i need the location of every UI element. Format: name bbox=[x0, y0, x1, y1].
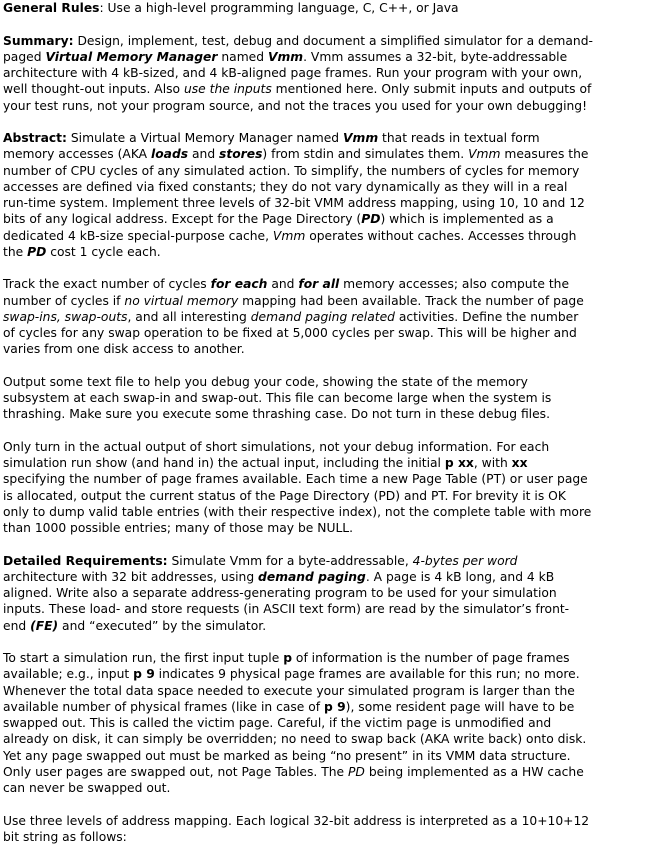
plain-text: can never be swapped out. bbox=[3, 781, 171, 795]
text-line bbox=[3, 390, 649, 406]
text-line bbox=[3, 341, 649, 357]
plain-text: the bbox=[3, 244, 28, 259]
paragraph-gap bbox=[3, 796, 649, 812]
text-line bbox=[3, 163, 649, 179]
paragraph-debug-output bbox=[3, 374, 649, 423]
paragraph-general-rules bbox=[3, 0, 649, 16]
text-line bbox=[3, 504, 649, 520]
plain-text: Simulate Vmm for a byte-addressable, bbox=[167, 553, 413, 568]
plain-text: Use three levels of address mapping. Each logical 32-bit address is interpreted as a 10+10+12 bbox=[3, 813, 590, 828]
plain-text: your test runs, not your program source, and not the traces you used for your own debugging! bbox=[3, 98, 588, 113]
plain-text: is allocated, output the current status of the Page Directory (PD) and PT. For brevity it is OK bbox=[3, 488, 566, 503]
plain-text: Only user pages are swapped out, not Page Tables. The bbox=[3, 764, 349, 779]
plain-text: specifying the number of page frames available. Each time a new Page Table (PT) or user page bbox=[3, 472, 588, 487]
plain-text: aligned. Write also a separate address-generating program to be used for your simulation bbox=[3, 586, 557, 600]
bold-italic-wrapper bbox=[27, 245, 46, 259]
plain-text: ) which is implemented as a bbox=[380, 212, 554, 227]
bold-text: p xx bbox=[444, 456, 474, 470]
text-line bbox=[3, 406, 649, 422]
plain-text: number of cycles if bbox=[3, 293, 125, 308]
plain-text: named bbox=[217, 49, 268, 64]
plain-text: memory accesses; also compute the bbox=[339, 277, 570, 292]
text-line bbox=[3, 601, 649, 617]
paragraph-gap bbox=[3, 536, 649, 552]
plain-text: and “executed” by the simulator. bbox=[58, 618, 267, 633]
text-line bbox=[3, 195, 649, 211]
plain-text: ) from stdin and simulates them. bbox=[262, 147, 469, 162]
text-line bbox=[3, 829, 649, 845]
plain-text: being implemented as a HW cache bbox=[364, 764, 584, 779]
bold-italic-wrapper bbox=[45, 50, 217, 64]
text-line bbox=[3, 130, 649, 146]
plain-text: number of CPU cycles of any simulated action. To simplify, the numbers of cycles for memory bbox=[3, 163, 580, 178]
text-line bbox=[3, 748, 649, 764]
bold-italic-text: PD bbox=[27, 244, 47, 259]
plain-text: thrashing. Make sure you execute some thrashing case. Do not turn in these debug files. bbox=[3, 407, 550, 422]
plain-text: architecture with 4 kB-sized, and 4 kB-aligned page frames. Run your program with your own, bbox=[3, 66, 583, 80]
plain-text: indicates 9 physical page frames are available for this run; no more. bbox=[154, 667, 580, 682]
plain-text: architecture with 32 bit addresses, using bbox=[3, 569, 259, 584]
plain-text: Track the exact number of cycles bbox=[3, 277, 211, 292]
plain-text: and bbox=[267, 277, 299, 292]
plain-text: memory accesses (AKA bbox=[3, 147, 151, 162]
plain-text: dedicated 4 kB-size special-purpose cache, bbox=[3, 228, 273, 243]
text-line bbox=[3, 146, 649, 162]
plain-text: end bbox=[3, 618, 31, 633]
plain-text: Output some text file to help you debug your code, showing the state of the memory bbox=[3, 374, 528, 389]
paragraph-address-mapping bbox=[3, 813, 649, 845]
bold-text: p bbox=[283, 651, 293, 665]
plain-text: available number of physical frames (like in case of bbox=[3, 699, 325, 714]
bold-italic-wrapper bbox=[298, 277, 339, 291]
text-line bbox=[3, 33, 649, 49]
italic-text: 4-bytes per word bbox=[412, 553, 518, 568]
plain-text: varies from one disk access to another. bbox=[3, 342, 245, 357]
bold-italic-text: loads bbox=[150, 147, 189, 162]
bold-italic-text: for all bbox=[298, 277, 340, 292]
plain-text: simulation run show (and hand in) the actual input, including the initial bbox=[3, 456, 445, 470]
plain-text: Design, implement, test, debug and document a simplified simulator for a demand- bbox=[73, 33, 593, 48]
text-line bbox=[3, 244, 649, 260]
text-line bbox=[3, 715, 649, 731]
text-line bbox=[3, 49, 649, 65]
text-line bbox=[3, 699, 649, 715]
paragraph-gap bbox=[3, 16, 649, 32]
bold-text: p 9 bbox=[324, 699, 346, 714]
paragraph-gap bbox=[3, 634, 649, 650]
text-line bbox=[3, 813, 649, 829]
bold-italic-text: for each bbox=[210, 277, 268, 292]
bold-text: Abstract: bbox=[3, 131, 67, 145]
plain-text: mentioned here. Only submit inputs and outputs of bbox=[271, 82, 592, 97]
plain-text: available; e.g., input bbox=[3, 667, 134, 682]
plain-text: only to dump valid table entries (with their respective index), not the complete table with more bbox=[3, 504, 592, 519]
bold-italic-wrapper bbox=[258, 570, 366, 584]
paragraph-gap bbox=[3, 260, 649, 276]
text-line bbox=[3, 81, 649, 97]
text-line bbox=[3, 439, 649, 455]
plain-text: swapped out. This is called the victim page. Careful, if the victim page is unmodified and bbox=[3, 716, 552, 730]
plain-text: : Use a high-level programming language, C, C++, or Java bbox=[99, 1, 459, 15]
text-line bbox=[3, 455, 649, 471]
plain-text: bit string as follows: bbox=[3, 829, 127, 844]
plain-text: of cycles for any swap operation to be fixed at 5,000 cycles per swap. This will be higher and bbox=[3, 326, 577, 340]
plain-text: well thought-out inputs. Also bbox=[3, 82, 184, 97]
text-line bbox=[3, 520, 649, 536]
italic-text: no virtual memory bbox=[124, 293, 239, 308]
paragraph-summary bbox=[3, 33, 649, 114]
bold-italic-text: Virtual Memory Manager bbox=[45, 49, 218, 64]
text-line bbox=[3, 683, 649, 699]
plain-text: run-time system. Implement three levels of 32-bit VMM address mapping, using 10, 10 and 12 bbox=[3, 196, 585, 210]
plain-text: activities. Define the number bbox=[394, 309, 579, 324]
plain-text: than 1000 possible entries; many of those may be NULL. bbox=[3, 521, 354, 535]
paragraph-turn-in bbox=[3, 439, 649, 537]
bold-italic-wrapper bbox=[268, 50, 303, 64]
plain-text: ), some resident page will have to be bbox=[345, 699, 575, 714]
text-line bbox=[3, 731, 649, 747]
italic-text: Vmm bbox=[468, 147, 501, 162]
text-line bbox=[3, 764, 649, 780]
text-line bbox=[3, 211, 649, 227]
text-line bbox=[3, 553, 649, 569]
bold-text: xx bbox=[511, 456, 528, 470]
text-line bbox=[3, 488, 649, 504]
text-line bbox=[3, 585, 649, 601]
plain-text: Only turn in the actual output of short simulations, not your debug information. For each bbox=[3, 439, 550, 454]
bold-italic-text: Vmm bbox=[342, 131, 379, 145]
italic-text: use the inputs bbox=[183, 82, 272, 97]
paragraph-cycles-tracking bbox=[3, 276, 649, 357]
bold-text: General Rules bbox=[3, 1, 100, 15]
plain-text: bits of any logical address. Except for the Page Directory ( bbox=[3, 212, 362, 227]
italic-text: Vmm bbox=[272, 228, 306, 243]
plain-text: cost 1 cycle each. bbox=[46, 244, 161, 259]
bold-italic-text: demand paging bbox=[258, 569, 366, 584]
plain-text: that reads in textual form bbox=[378, 131, 540, 145]
text-line bbox=[3, 179, 649, 195]
bold-italic-wrapper bbox=[219, 147, 262, 161]
italic-text: demand paging related bbox=[250, 309, 395, 324]
bold-italic-wrapper bbox=[151, 147, 188, 161]
text-line bbox=[3, 65, 649, 81]
text-line bbox=[3, 0, 649, 16]
text-line bbox=[3, 666, 649, 682]
plain-text: . A page is 4 kB long, and 4 kB bbox=[365, 569, 555, 584]
bold-text: Summary: bbox=[3, 33, 74, 48]
plain-text: accesses are defined via fixed constants; they do not vary dynamically as they will in a real bbox=[3, 179, 568, 194]
bold-italic-text: (FE) bbox=[30, 618, 59, 633]
plain-text: , with bbox=[473, 456, 512, 470]
paragraph-abstract bbox=[3, 130, 649, 260]
text-line bbox=[3, 293, 649, 309]
paragraph-simulation-run bbox=[3, 650, 649, 796]
bold-text: p 9 bbox=[133, 667, 155, 682]
plain-text: mapping had been available. Track the number of page bbox=[238, 293, 584, 308]
text-line bbox=[3, 471, 649, 487]
text-line bbox=[3, 98, 649, 114]
text-line bbox=[3, 325, 649, 341]
bold-italic-text: PD bbox=[361, 212, 381, 227]
bold-italic-wrapper bbox=[343, 131, 378, 145]
bold-text: Detailed Requirements: bbox=[3, 553, 168, 568]
text-line bbox=[3, 228, 649, 244]
plain-text: and bbox=[188, 147, 220, 162]
plain-text: . Vmm assumes a 32-bit, byte-addressable bbox=[303, 49, 568, 64]
paragraph-gap bbox=[3, 358, 649, 374]
plain-text: Simulate a Virtual Memory Manager named bbox=[66, 131, 343, 145]
plain-text: Yet any page swapped out must be marked as being “no present” in its VMM data structure. bbox=[3, 748, 571, 763]
text-line bbox=[3, 309, 649, 325]
plain-text: To start a simulation run, the first input tuple bbox=[3, 651, 284, 665]
text-line bbox=[3, 569, 649, 585]
paragraph-gap bbox=[3, 423, 649, 439]
italic-text: swap-ins, swap-outs bbox=[3, 309, 128, 324]
bold-italic-wrapper bbox=[211, 277, 268, 291]
bold-italic-text: stores bbox=[219, 147, 263, 162]
plain-text: measures the bbox=[500, 147, 589, 162]
plain-text: operates without caches. Accesses through bbox=[305, 228, 577, 243]
paragraph-gap bbox=[3, 114, 649, 130]
text-line bbox=[3, 276, 649, 292]
plain-text: already on disk, it can simply be overridden; no need to swap back (AKA write back) onto disk. bbox=[3, 732, 587, 747]
plain-text: paged bbox=[3, 49, 46, 64]
plain-text: of information is the number of page frames bbox=[292, 651, 570, 665]
italic-text: PD bbox=[348, 764, 365, 779]
bold-italic-wrapper bbox=[30, 619, 58, 633]
plain-text: subsystem at each swap-in and swap-out. This file can become large when the system is bbox=[3, 391, 552, 405]
bold-italic-text: Vmm bbox=[267, 49, 304, 64]
text-line bbox=[3, 780, 649, 796]
text-line bbox=[3, 618, 649, 634]
paragraph-detailed-requirements bbox=[3, 553, 649, 634]
text-line bbox=[3, 650, 649, 666]
plain-text: inputs. These load- and store requests (in ASCII text form) are read by the simulator’s front- bbox=[3, 602, 570, 617]
plain-text: Whenever the total data space needed to execute your simulated program is larger than the bbox=[3, 683, 575, 698]
plain-text: , and all interesting bbox=[127, 309, 251, 324]
text-line bbox=[3, 374, 649, 390]
bold-italic-wrapper bbox=[361, 212, 380, 226]
